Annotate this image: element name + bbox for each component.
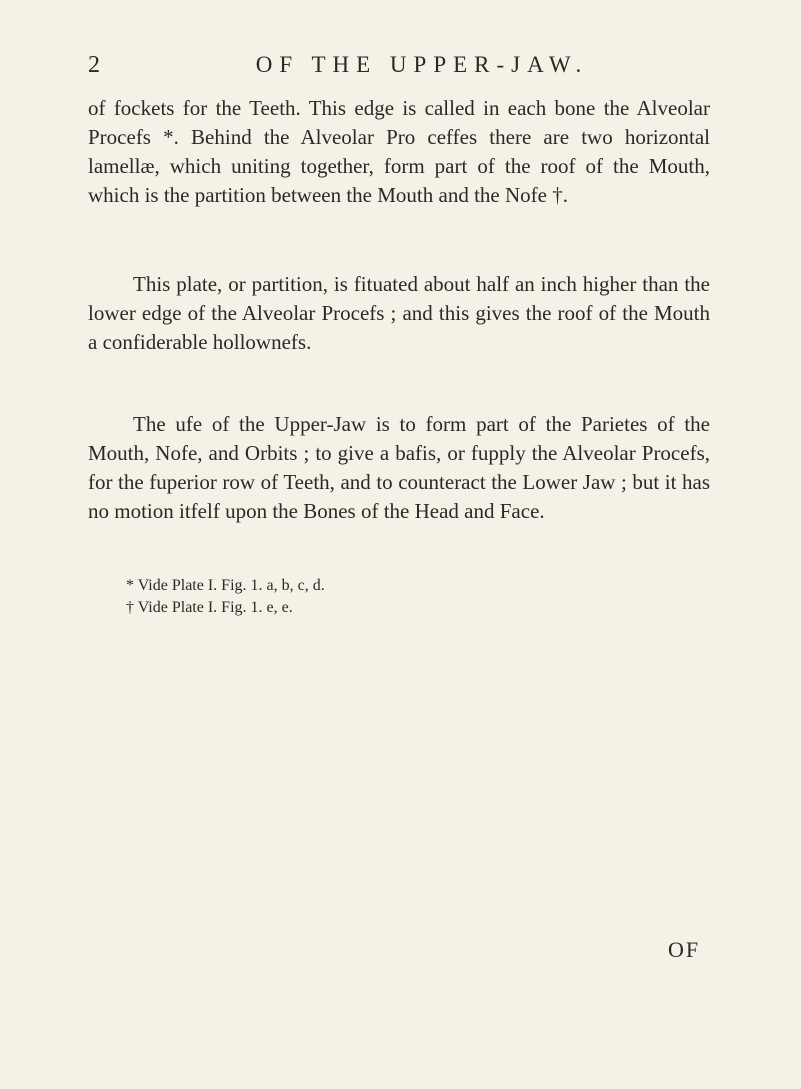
paragraph-text: The ufe of the Upper-Jaw is to form part of the Parietes of the Mouth, Nofe, and Orbits ; to give a bafis, or fupply the Alveolar Procefs, for the fuperior row of Teeth, and to counteract the Lower Jaw ; but it has no motion itfelf upon the Bones of the Head and Face. xyxy=(88,412,710,523)
page-number: 2 xyxy=(88,52,100,78)
catchword: OF xyxy=(668,937,701,962)
paragraph-text: of fockets for the Teeth. This edge is called in each bone the Alveolar Procefs *. Behind the Alveolar Pro ceffes there are two horizontal lamellæ, which uniting together, form part of the roof of the Mouth, which is the partition between the Mouth and the Nofe †. xyxy=(88,96,710,207)
paragraph-3 xyxy=(88,410,710,526)
running-title: OF THE UPPER-JAW. xyxy=(255,52,589,77)
paragraph-text: This plate, or partition, is fituated about half an inch higher than the lower edge of the Alveolar Procefs ; and this gives the roof of the Mouth a confiderable hollownefs. xyxy=(88,272,710,354)
paragraph-1 xyxy=(88,94,710,210)
paragraph-2 xyxy=(88,270,710,357)
footnote-2: † Vide Plate I. Fig. 1. e, e. xyxy=(126,599,293,616)
running-head xyxy=(88,52,708,82)
footnote-1: * Vide Plate I. Fig. 1. a, b, c, d. xyxy=(126,577,325,594)
footnotes xyxy=(126,575,325,619)
